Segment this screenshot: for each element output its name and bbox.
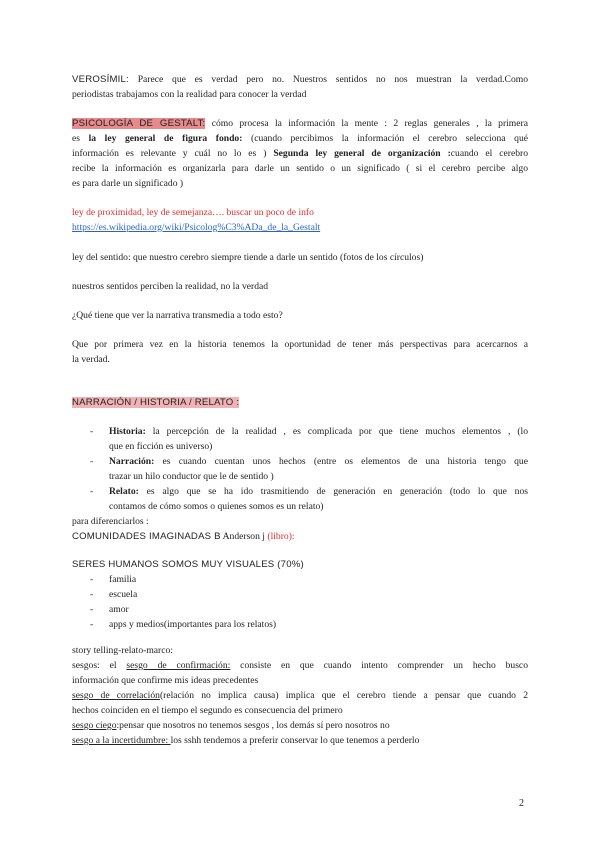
- list-item: - amor: [90, 604, 129, 615]
- visual-list: [72, 572, 528, 632]
- diferenciarlos-block: para diferenciarlos : COMUNIDADES IMAGINADAS B Anderson j (libro):: [72, 516, 295, 542]
- list-item: - Relato: es algo que se ha ido trasmitiendo de generación en generación (todo lo que nos contamos de cómo somos o quienes somos es un relato): [90, 486, 528, 512]
- verosimil-text-line-2: periodistas trabajamos con la realidad para conocer la verdad: [72, 89, 307, 100]
- verosimil-term: VEROSÍMIL:: [72, 74, 129, 85]
- sesgo-correlacion-term: sesgo de correlación: [72, 690, 160, 701]
- sesgo-incertidumbre-term: sesgo a la incertidumbre:: [72, 735, 171, 746]
- gestalt-paragraph: PSICOLOGÍA DE GESTALT: cómo procesa la información la mente : 2 reglas generales , la primera es la ley general de figura fondo: (cuando percibimos la información el cerebro selecciona qué información es relevante y cuál no lo es ) Segunda ley general de organización :cuando el cerebro recibe la información es organizarla para darle un sentido o un significado ( si el cerebro percibe algo es para darle un significado ): [72, 118, 529, 189]
- sesgo-confirmacion-term: sesgo de confirmación:: [126, 660, 231, 671]
- proximity-note-text: ley de proximidad, ley de semejanza…. buscar un poco de info: [72, 207, 314, 218]
- wikipedia-link[interactable]: https://es.wikipedia.org/wiki/Psicolog%C3%ADa_de_la_Gestalt: [72, 222, 321, 233]
- gestalt-heading: PSICOLOGÍA DE GESTALT:: [72, 118, 206, 129]
- proximity-note: [72, 205, 528, 235]
- sesgo-ciego-term: sesgo ciego: [72, 720, 117, 731]
- list-item: - apps y medios(importantes para los relatos): [90, 619, 277, 630]
- comunidades-title: COMUNIDADES IMAGINADAS B: [72, 531, 221, 542]
- list-item: - Historia: la percepción de la realidad , es complicada por que tiene muchos elementos , (lo que en ficción es universo): [90, 426, 528, 452]
- seres-heading: SERES HUMANOS SOMOS MUY VISUALES (70%): [72, 559, 304, 570]
- page-number: 2: [519, 798, 524, 809]
- list-item: - familia: [90, 574, 137, 585]
- narracion-heading: NARRACIÓN / HISTORIA / RELATO :: [72, 397, 240, 408]
- list-item: - escuela: [90, 589, 138, 600]
- gestalt-first-law: la ley general de figura fondo:: [88, 133, 243, 144]
- perspectivas-paragraph: Que por primera vez en la historia tenemos la oportunidad de tener más perspectivas para acercarnos a la verdad.: [72, 339, 528, 365]
- verosimil-text-line-1: Parece que es verdad pero no. Nuestros sentidos no nos muestran la verdad.Como: [128, 74, 528, 85]
- sesgos-block: story telling-relato-marco: sesgos: el sesgo de confirmación: consiste en que cuando intento comprender un hecho busco información que confirme mis ideas precedentes sesgo de correlación(relación no implica causa) implica que el cerebro tiende a pensar que cuando 2 hechos coinciden en el tiempo el segundo es consecuencia del primero sesgo ciego:pensar que nosotros no tenemos sesgos , los demás sí pero nosotros no sesgo a la incertidumbre: los sshh tendemos a preferir conservar lo que tenemos a perderlo: [72, 645, 528, 746]
- question-transmedia: ¿Qué tiene que ver la narrativa transmedia a todo esto?: [72, 310, 283, 321]
- verosimil-paragraph: [72, 72, 528, 102]
- definitions-list: [72, 424, 528, 514]
- sentidos-realidad: nuestros sentidos perciben la realidad, no la verdad: [72, 281, 269, 292]
- list-item: - Narración: es cuando cuentan unos hechos (entre os elementos de una historia tengo que trazar un hilo conductor que le de sentido ): [90, 456, 528, 482]
- ley-sentido: ley del sentido: que nuestro cerebro siempre tiende a darle un sentido (fotos de los círculos): [72, 252, 424, 263]
- gestalt-second-law: Segunda ley general de organización :: [273, 148, 451, 159]
